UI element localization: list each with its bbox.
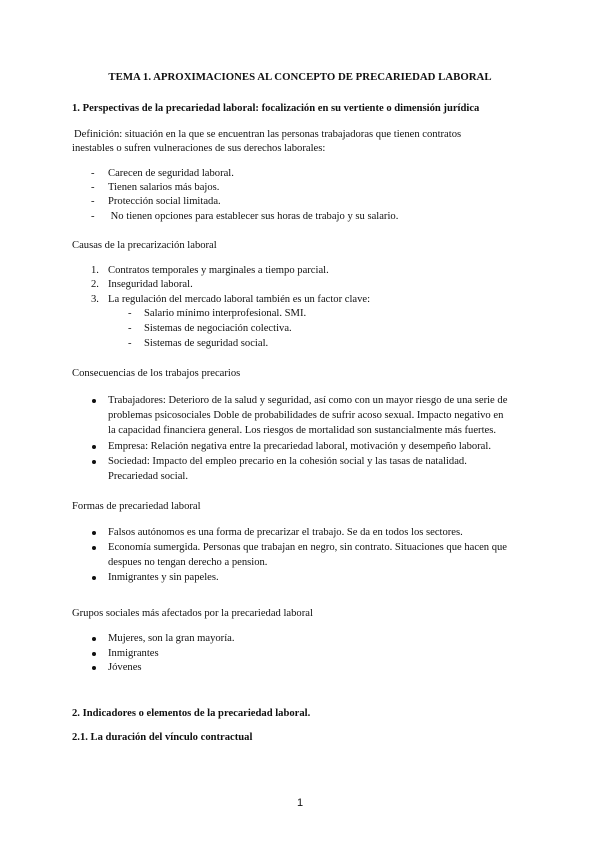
list-dash: - [91, 168, 95, 179]
list-dash: - [91, 211, 95, 222]
definition-line-2: inestables o sufren vulneraciones de sus derechos laborales: [72, 143, 326, 154]
consequences-heading: Consecuencias de los trabajos precarios [72, 368, 241, 379]
list-item: Mujeres, son la gran mayoría. [108, 633, 235, 644]
section-2-1-heading: 2.1. La duración del vínculo contractual [72, 732, 253, 743]
list-dash: - [128, 323, 132, 334]
causes-heading: Causas de la precarización laboral [72, 240, 217, 251]
page-number: 1 [296, 797, 304, 809]
bullet-icon [92, 531, 96, 535]
list-item: Contratos temporales y marginales a tiempo parcial. [108, 265, 329, 276]
page-title: TEMA 1. APROXIMACIONES AL CONCEPTO DE PRECARIEDAD LABORAL [108, 71, 492, 83]
list-subitem: Sistemas de seguridad social. [144, 338, 269, 349]
list-dash: - [91, 182, 95, 193]
list-number: 3. [91, 294, 99, 305]
bullet-icon [92, 652, 96, 656]
bullet-icon [92, 666, 96, 670]
list-item: Economía sumergida. Personas que trabajan en negro, sin contrato. Situaciones que hacen que [108, 542, 508, 553]
list-item-continuation: despues no tengan derecho a pension. [108, 557, 268, 568]
list-number: 2. [91, 279, 99, 290]
list-number: 1. [91, 265, 99, 276]
forms-heading: Formas de precariedad laboral [72, 501, 201, 512]
list-item-continuation: la capacidad financiera general. Los riesgos de mortalidad son sustancialmente más fuertes. [108, 425, 496, 436]
bullet-icon [92, 399, 96, 403]
list-item: Inseguridad laboral. [108, 279, 193, 290]
definition-line-1: Definición: situación en la que se encuentran las personas trabajadoras que tienen contratos [74, 129, 462, 140]
bullet-icon [92, 445, 96, 449]
list-item: Trabajadores: Deterioro de la salud y seguridad, así como con un mayor riesgo de una serie de [108, 395, 508, 406]
list-item: Protección social limitada. [108, 196, 221, 207]
list-item: No tienen opciones para establecer sus horas de trabajo y su salario. [108, 211, 399, 222]
bullet-icon [92, 546, 96, 550]
bullet-icon [92, 637, 96, 641]
list-item-continuation: problemas psicosociales Doble de probabilidades de sufrir acoso sexual. Impacto negativo en [108, 410, 504, 421]
list-item-continuation: Precariedad social. [108, 471, 189, 482]
list-item: La regulación del mercado laboral también es un factor clave: [108, 294, 371, 305]
list-item: Jóvenes [108, 662, 142, 673]
groups-heading: Grupos sociales más afectados por la precariedad laboral [72, 608, 313, 619]
list-item: Tienen salarios más bajos. [108, 182, 220, 193]
list-item: Falsos autónomos es una forma de precarizar el trabajo. Se da en todos los sectores. [108, 527, 463, 538]
list-subitem: Salario mínimo interprofesional. SMI. [144, 308, 307, 319]
list-item: Empresa: Relación negativa entre la precariedad laboral, motivación y desempeño laboral. [108, 441, 491, 452]
list-item: Sociedad: Impacto del empleo precario en la cohesión social y las tasas de natalidad. [108, 456, 467, 467]
list-item: Inmigrantes [108, 648, 159, 659]
list-dash: - [128, 338, 132, 349]
bullet-icon [92, 460, 96, 464]
list-dash: - [128, 308, 132, 319]
list-subitem: Sistemas de negociación colectiva. [144, 323, 292, 334]
bullet-icon [92, 576, 96, 580]
section-1-heading: 1. Perspectivas de la precariedad laboral: focalización en su vertiente o dimensión jurídica [72, 103, 480, 114]
list-item: Carecen de seguridad laboral. [108, 168, 234, 179]
list-dash: - [91, 196, 95, 207]
section-2-heading: 2. Indicadores o elementos de la precariedad laboral. [72, 708, 311, 719]
list-item: Inmigrantes y sin papeles. [108, 572, 219, 583]
